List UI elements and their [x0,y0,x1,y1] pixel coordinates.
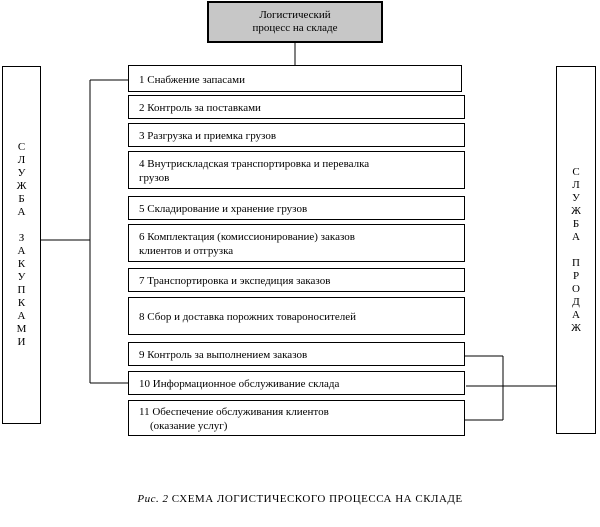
sales-service-letter: А [572,230,580,243]
step-11-label: 11 Обеспечение обслуживания клиентов (оказание услуг) [139,406,329,432]
procurement-service-letter: А [17,310,26,322]
step-3-label: 3 Разгрузка и приемка грузов [139,130,277,142]
procurement-service-letter: К [17,258,26,270]
step-10-label: 10 Информационное обслуживание склада [139,378,340,390]
step-2 [128,95,465,119]
sales-service-letter [570,244,582,257]
step-6-label: 6 Комплектация (комиссионирование) заказов клиентов и отгрузка [139,231,355,257]
step-4 [128,151,465,189]
sales-service-letter: П [572,256,580,269]
step-9-label: 9 Контроль за выполнением заказов [139,349,308,361]
procurement-service-letter: Л [17,154,26,166]
step-1 [128,65,462,92]
sales-service-letter: У [572,191,580,204]
sales-service-letter: Л [572,178,580,191]
step-5-label: 5 Складирование и хранение грузов [139,203,308,215]
procurement-service-letter: З [18,232,25,244]
procurement-service-letter: У [17,167,26,179]
procurement-service-letter [16,219,28,232]
step-10 [128,371,465,395]
procurement-service-letter: А [17,245,26,257]
procurement-service-letter: У [17,271,26,283]
sales-service-letter: Ж [571,321,581,334]
sales-service-letter: Р [572,269,580,282]
step-3 [128,123,465,147]
step-8-label: 8 Сбор и доставка порожних товароносителей [139,311,356,323]
procurement-service-letter: Б [18,193,25,205]
sales-service-letter: О [572,282,580,295]
procurement-service-box [2,66,41,424]
process-title: Логистический процесс на складе [252,9,338,34]
sales-service-letter: А [572,308,580,321]
step-1-label: 1 Снабжение запасами [139,73,246,86]
step-5 [128,196,465,220]
sales-service-letter: С [572,165,580,178]
step-2-label: 2 Контроль за поставками [139,102,261,114]
step-4-label: 4 Внутрискладская транспортировка и перевалка грузов [139,158,370,184]
step-8 [128,297,465,335]
procurement-service-letter: А [17,206,26,218]
procurement-service-letter: К [17,297,26,309]
sales-service-letter: Б [572,217,580,230]
step-9 [128,342,465,366]
procurement-service-letter: П [17,284,26,296]
sales-service-box [556,66,596,434]
step-7 [128,268,465,292]
procurement-service-letter: М [16,323,27,335]
sales-service-letter: Ж [571,204,581,217]
step-6 [128,224,465,262]
figure-title: СХЕМА ЛОГИСТИЧЕСКОГО ПРОЦЕССА НА СКЛАДЕ [171,493,463,505]
figure-caption [0,493,600,505]
procurement-service-letter: Ж [16,180,27,192]
procurement-service-letter: И [17,336,26,348]
procurement-service-letter: С [17,141,26,153]
step-11 [128,400,465,436]
sales-service-letter: Д [572,295,580,308]
process-title-box [207,1,383,43]
figure-number: Рис. 2 [137,493,169,505]
step-7-label: 7 Транспортировка и экспедиция заказов [139,275,331,287]
